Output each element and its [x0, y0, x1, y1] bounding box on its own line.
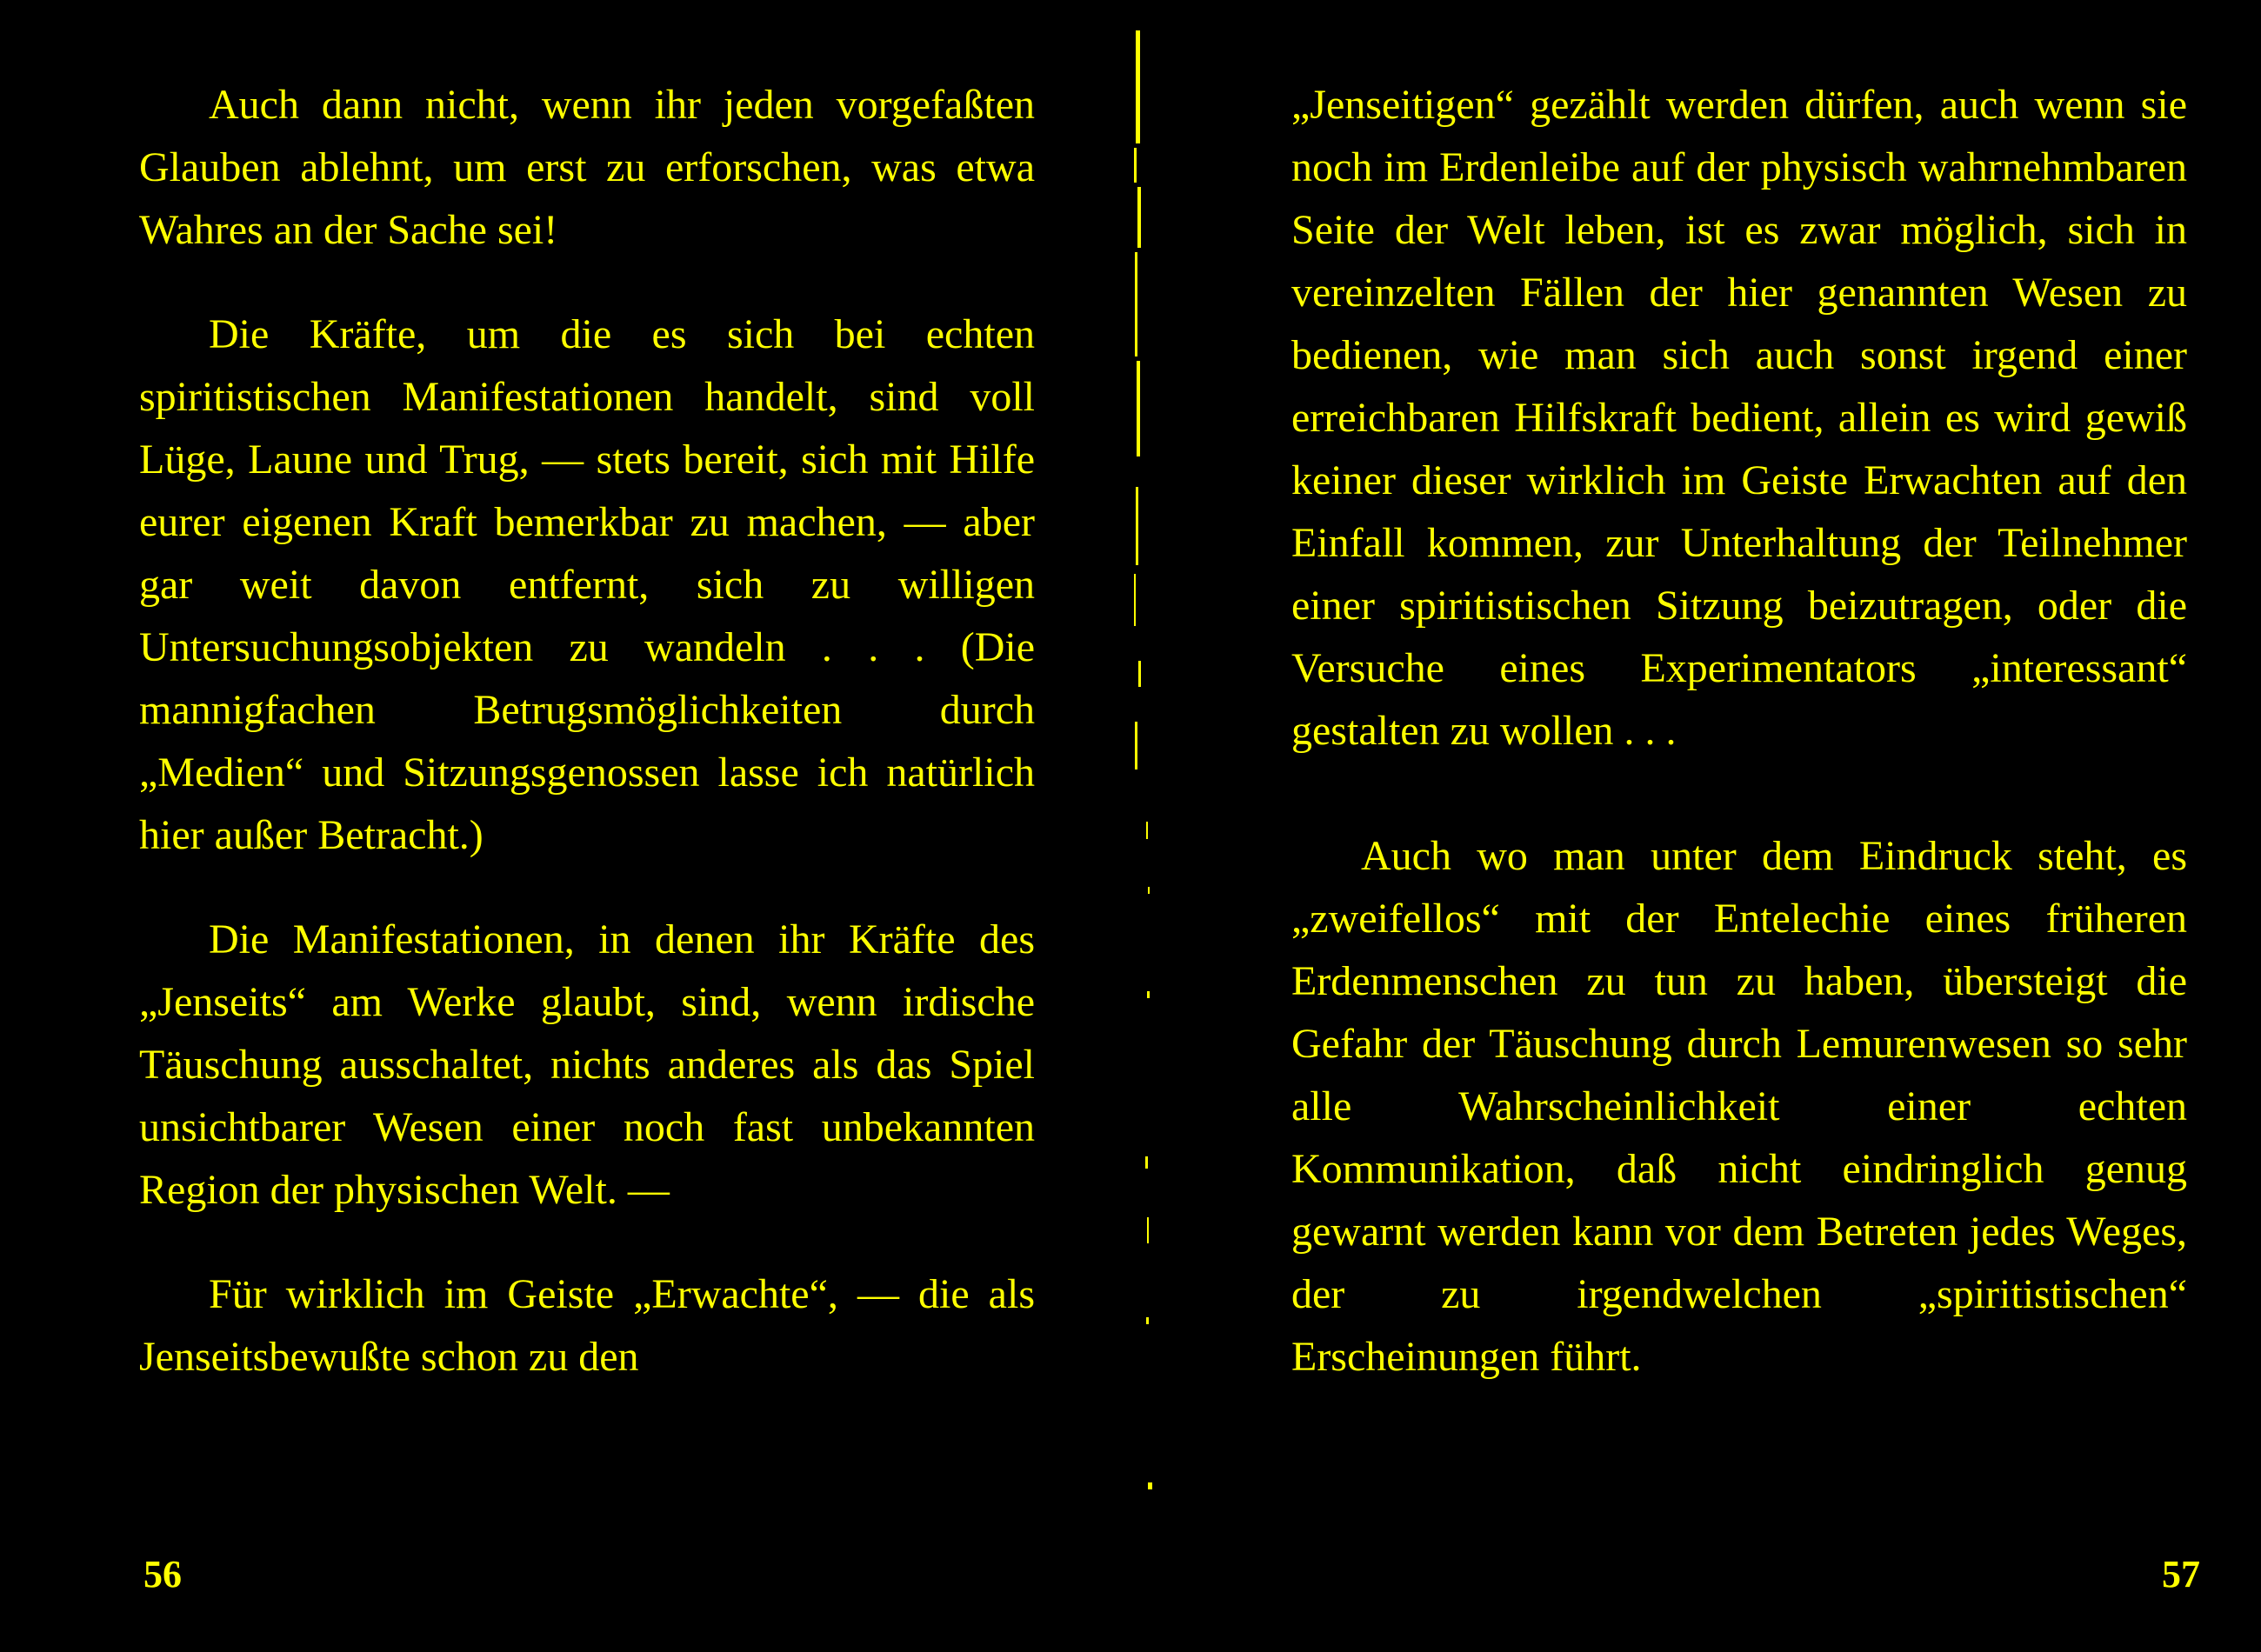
right-text-column: [1291, 74, 2187, 1389]
left-text-column: [139, 74, 1035, 1389]
paragraph: Auch dann nicht, wenn ihr jeden vorgefaßten Glauben ablehnt, um erst zu erforschen, was etwa Wahres an der Sache sei!: [139, 82, 1035, 253]
paragraph: Auch wo man unter dem Eindruck steht, es „zweifellos“ mit der Entelechie eines früheren Erdenmenschen zu tun zu haben, übersteigt die Gefahr der Täuschung durch Lemurenwesen so sehr alle Wahrscheinlichkeit einer echten Kommunikation, daß nicht eindringlich genug gewarnt werden kann vor dem Betreten jedes Weges, der zu irgendwelchen „spiritistischen“ Erscheinungen führt.: [1291, 833, 2187, 1380]
page-number: 56: [143, 1553, 182, 1595]
paragraph: „Jenseitigen“ gezählt werden dürfen, auch wenn sie noch im Erdenleibe auf der physisch wahrnehmbaren Seite der Welt leben, ist es zwar möglich, sich in vereinzelten Fällen der hier genannten Wesen zu bedienen, wie man sich auch sonst irgend einer erreichbaren Hilfskraft bedient, allein es wird gewiß keiner dieser wirklich im Geiste Erwachten auf den Einfall kommen, zur Unterhaltung der Teilnehmer einer spiritistischen Sitzung beizutragen, oder die Versuche eines Experimentators „interessant“ gestalten zu wollen . . .: [1291, 82, 2187, 754]
paragraph: Für wirklich im Geiste „Erwachte“, — die als Jenseitsbewußte schon zu den: [139, 1271, 1035, 1380]
paragraph: Die Manifestationen, in denen ihr Kräfte des „Jenseits“ am Werke glaubt, sind, wenn irdische Täuschung ausschaltet, nichts anderes als das Spiel unsichtbarer Wesen einer noch fast unbekannten Region der physischen Welt. —: [139, 916, 1035, 1213]
paragraph: Die Kräfte, um die es sich bei echten spiritistischen Manifestationen handelt, sind voll Lüge, Laune und Trug, — stets bereit, sich mit Hilfe eurer eigenen Kraft bemerkbar zu machen, — aber gar weit davon entfernt, sich zu willigen Untersuchungsobjekten zu wandeln . . . (Die mannigfachen Betrugsmöglichkeiten durch „Medien“ und Sitzungsgenossen lasse ich natürlich hier außer Betracht.): [139, 311, 1035, 858]
page-number: 57: [2162, 1553, 2200, 1595]
right-page: [1130, 0, 2261, 1652]
left-page: [0, 0, 1130, 1652]
